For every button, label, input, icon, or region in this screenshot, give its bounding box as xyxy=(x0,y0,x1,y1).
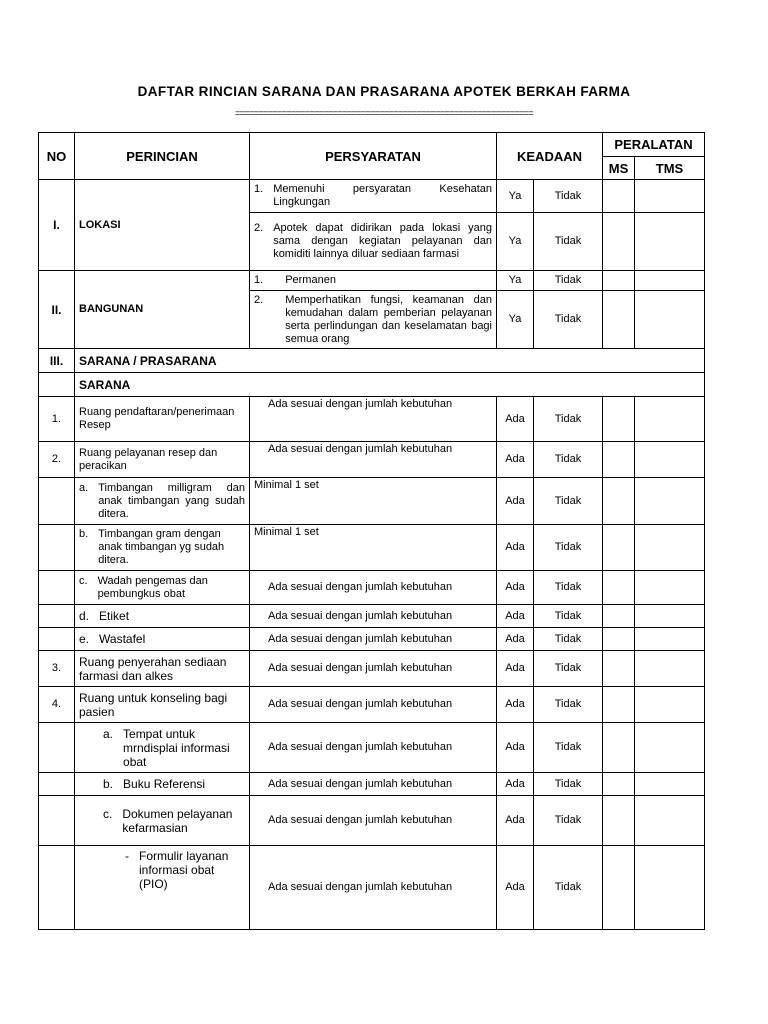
row-perincian xyxy=(75,571,250,605)
col-tms-header: TMS xyxy=(635,157,705,180)
ms-cell[interactable] xyxy=(603,213,635,271)
keadaan-tidak: Tidak xyxy=(534,525,603,571)
sub-text: Dokumen pelayanan kefarmasian xyxy=(122,806,233,835)
row-persyaratan: Ada sesuai dengan jumlah kebutuhan xyxy=(250,571,497,605)
ms-cell[interactable] xyxy=(603,271,635,291)
keadaan-ada: Ada xyxy=(497,478,534,525)
row-number-empty xyxy=(39,723,75,773)
ms-cell[interactable] xyxy=(603,571,635,605)
ms-cell[interactable] xyxy=(603,291,635,349)
tms-cell[interactable] xyxy=(635,213,705,271)
item-text: Apotek dapat didirikan pada lokasi yang sama dengan kegiatan pelayanan dan komiditi lainnya diluar sediaan farmasi xyxy=(273,222,492,260)
tms-cell[interactable] xyxy=(635,397,705,442)
row-number-empty xyxy=(39,478,75,525)
row-persyaratan: Minimal 1 set xyxy=(250,478,497,525)
row-persyaratan: Ada sesuai dengan jumlah kebutuhan xyxy=(250,442,497,478)
sub-text: Timbangan milligram dan anak timbangan yang sudah ditera. xyxy=(98,481,245,520)
keadaan-tidak: Tidak xyxy=(534,605,603,628)
section-row xyxy=(39,373,705,397)
keadaan-ada: Ada xyxy=(497,687,534,723)
keadaan-tidak: Tidak xyxy=(534,846,603,930)
keadaan-ada: Ada xyxy=(497,651,534,687)
table-row xyxy=(39,796,705,846)
sub-letter: e. xyxy=(79,632,90,646)
keadaan-ya: Ya xyxy=(497,291,534,349)
table-row xyxy=(39,651,705,687)
keadaan-tidak: Tidak xyxy=(534,213,603,271)
col-peralatan-header: PERALATAN xyxy=(603,133,705,157)
keadaan-ya: Ya xyxy=(497,271,534,291)
keadaan-tidak: Tidak xyxy=(534,571,603,605)
row-number-empty xyxy=(39,373,75,397)
table-row xyxy=(39,723,705,773)
keadaan-tidak: Tidak xyxy=(534,651,603,687)
tms-cell[interactable] xyxy=(635,628,705,651)
row-persyaratan: Ada sesuai dengan jumlah kebutuhan xyxy=(250,651,497,687)
row-perincian xyxy=(75,628,250,651)
keadaan-ada: Ada xyxy=(497,525,534,571)
tms-cell[interactable] xyxy=(635,271,705,291)
row-perincian xyxy=(75,723,250,773)
ms-cell[interactable] xyxy=(603,605,635,628)
keadaan-ada: Ada xyxy=(497,796,534,846)
ms-cell[interactable] xyxy=(603,478,635,525)
row-number: 3. xyxy=(39,651,75,687)
table-row xyxy=(39,442,705,478)
row-perincian xyxy=(75,796,250,846)
row-persyaratan: Ada sesuai dengan jumlah kebutuhan xyxy=(250,628,497,651)
keadaan-ya: Ya xyxy=(497,213,534,271)
keadaan-ya: Ya xyxy=(497,180,534,213)
row-perincian: BANGUNAN xyxy=(75,271,250,349)
sub-letter: a. xyxy=(103,726,114,741)
keadaan-ada: Ada xyxy=(497,628,534,651)
keadaan-ada: Ada xyxy=(497,773,534,796)
table-row xyxy=(39,846,705,930)
sub-letter: d. xyxy=(79,609,90,623)
ms-cell[interactable] xyxy=(603,796,635,846)
tms-cell[interactable] xyxy=(635,525,705,571)
tms-cell[interactable] xyxy=(635,723,705,773)
item-number: 1. xyxy=(254,183,264,195)
keadaan-tidak: Tidak xyxy=(534,180,603,213)
row-number-empty xyxy=(39,773,75,796)
ms-cell[interactable] xyxy=(603,628,635,651)
row-number: III. xyxy=(39,349,75,373)
row-persyaratan: Ada sesuai dengan jumlah kebutuhan xyxy=(250,773,497,796)
keadaan-tidak: Tidak xyxy=(534,628,603,651)
ms-cell[interactable] xyxy=(603,525,635,571)
sub-text: Formulir layanan informasi obat (PIO) xyxy=(139,849,229,891)
row-number: I. xyxy=(39,180,75,271)
item-number: 2. xyxy=(254,293,264,306)
section-row xyxy=(39,349,705,373)
document-title: DAFTAR RINCIAN SARANA DAN PRASARANA APOTEK BERKAH FARMA xyxy=(137,84,631,99)
keadaan-ada: Ada xyxy=(497,397,534,442)
table-row xyxy=(39,773,705,796)
row-number-empty xyxy=(39,525,75,571)
row-perincian xyxy=(75,846,250,930)
row-perincian xyxy=(75,773,250,796)
tms-cell[interactable] xyxy=(635,605,705,628)
col-perincian-header: PERINCIAN xyxy=(75,133,250,180)
ms-cell[interactable] xyxy=(603,773,635,796)
col-persyaratan-header: PERSYARATAN xyxy=(250,133,497,180)
keadaan-tidak: Tidak xyxy=(534,687,603,723)
keadaan-ada: Ada xyxy=(497,571,534,605)
tms-cell[interactable] xyxy=(635,478,705,525)
sub-dash: - xyxy=(125,849,129,863)
keadaan-ada: Ada xyxy=(497,442,534,478)
table-row xyxy=(39,525,705,571)
table-row xyxy=(39,628,705,651)
ms-cell[interactable] xyxy=(603,723,635,773)
row-number: 4. xyxy=(39,687,75,723)
row-persyaratan: Ada sesuai dengan jumlah kebutuhan xyxy=(250,723,497,773)
header-row xyxy=(39,133,705,157)
row-number-empty xyxy=(39,628,75,651)
ms-cell[interactable] xyxy=(603,180,635,213)
item-number: 1. xyxy=(254,274,264,286)
table-row xyxy=(39,605,705,628)
tms-cell[interactable] xyxy=(635,442,705,478)
sub-text: Wastafel xyxy=(99,632,146,646)
tms-cell[interactable] xyxy=(635,180,705,213)
subsection-title: SARANA xyxy=(75,373,705,397)
row-number-empty xyxy=(39,605,75,628)
keadaan-tidak: Tidak xyxy=(534,291,603,349)
row-perincian xyxy=(75,478,250,525)
tms-cell[interactable] xyxy=(635,846,705,930)
sub-letter: c. xyxy=(103,806,113,821)
row-number-empty xyxy=(39,846,75,930)
col-ms-header: MS xyxy=(603,157,635,180)
keadaan-tidak: Tidak xyxy=(534,723,603,773)
ms-cell[interactable] xyxy=(603,397,635,442)
table-row xyxy=(39,180,705,213)
requirement-item xyxy=(250,271,497,291)
ms-cell[interactable] xyxy=(603,442,635,478)
table-row xyxy=(39,397,705,442)
sub-text: Etiket xyxy=(99,609,130,623)
row-perincian: Ruang pendaftaran/penerimaan Resep xyxy=(75,397,250,442)
keadaan-ada: Ada xyxy=(497,846,534,930)
ms-cell[interactable] xyxy=(603,651,635,687)
ms-cell[interactable] xyxy=(603,687,635,723)
row-number: 1. xyxy=(39,397,75,442)
tms-cell[interactable] xyxy=(635,773,705,796)
row-persyaratan: Ada sesuai dengan jumlah kebutuhan xyxy=(250,605,497,628)
tms-cell[interactable] xyxy=(635,651,705,687)
table-row xyxy=(39,478,705,525)
section-title: SARANA / PRASARANA xyxy=(75,349,705,373)
row-perincian: Ruang penyerahan sediaan farmasi dan alkes xyxy=(75,651,250,687)
title-rule: ================================================================ xyxy=(235,108,533,118)
keadaan-tidak: Tidak xyxy=(534,271,603,291)
table-row xyxy=(39,271,705,291)
sub-letter: c. xyxy=(79,574,88,587)
row-persyaratan: Ada sesuai dengan jumlah kebutuhan xyxy=(250,846,497,930)
keadaan-tidak: Tidak xyxy=(534,442,603,478)
keadaan-tidak: Tidak xyxy=(534,478,603,525)
row-number: II. xyxy=(39,271,75,349)
item-text: Memenuhi persyaratan Kesehatan Lingkungan xyxy=(273,183,492,208)
row-perincian: Ruang pelayanan resep dan peracikan xyxy=(75,442,250,478)
facilities-table xyxy=(38,132,705,930)
row-perincian xyxy=(75,605,250,628)
sub-text: Wadah pengemas dan pembungkus obat xyxy=(97,574,208,600)
keadaan-ada: Ada xyxy=(497,605,534,628)
col-keadaan-header: KEADAAN xyxy=(497,133,603,180)
sub-letter: b. xyxy=(103,777,114,791)
ms-cell[interactable] xyxy=(603,846,635,930)
tms-cell[interactable] xyxy=(635,687,705,723)
tms-cell[interactable] xyxy=(635,796,705,846)
keadaan-ada: Ada xyxy=(497,723,534,773)
table-row xyxy=(39,687,705,723)
tms-cell[interactable] xyxy=(635,291,705,349)
requirement-item xyxy=(250,180,497,213)
item-text: Permanen xyxy=(285,274,336,286)
row-persyaratan: Minimal 1 set xyxy=(250,525,497,571)
row-number-empty xyxy=(39,571,75,605)
row-persyaratan: Ada sesuai dengan jumlah kebutuhan xyxy=(250,796,497,846)
keadaan-tidak: Tidak xyxy=(534,397,603,442)
col-no-header: NO xyxy=(39,133,75,180)
row-persyaratan: Ada sesuai dengan jumlah kebutuhan xyxy=(250,687,497,723)
keadaan-tidak: Tidak xyxy=(534,773,603,796)
sub-text: Tempat untuk mrndisplai informasi obat xyxy=(123,726,230,769)
item-text: Memperhatikan fungsi, keamanan dan kemudahan dalam pemberian pelayanan serta perlindungan dan keselamatan bagi semua orang xyxy=(285,293,492,345)
row-persyaratan: Ada sesuai dengan jumlah kebutuhan xyxy=(250,397,497,442)
table-row xyxy=(39,571,705,605)
row-number-empty xyxy=(39,796,75,846)
sub-text: Buku Referensi xyxy=(123,777,206,791)
tms-cell[interactable] xyxy=(635,571,705,605)
sub-letter: b. xyxy=(79,528,89,540)
sub-letter: a. xyxy=(79,481,89,494)
row-number: 2. xyxy=(39,442,75,478)
row-perincian: LOKASI xyxy=(75,180,250,271)
sub-text: Timbangan gram dengan anak timbangan yg sudah ditera. xyxy=(98,528,225,566)
requirement-item xyxy=(250,291,497,349)
item-number: 2. xyxy=(254,222,264,234)
keadaan-tidak: Tidak xyxy=(534,796,603,846)
row-perincian: Ruang untuk konseling bagi pasien xyxy=(75,687,250,723)
requirement-item xyxy=(250,213,497,271)
row-perincian xyxy=(75,525,250,571)
